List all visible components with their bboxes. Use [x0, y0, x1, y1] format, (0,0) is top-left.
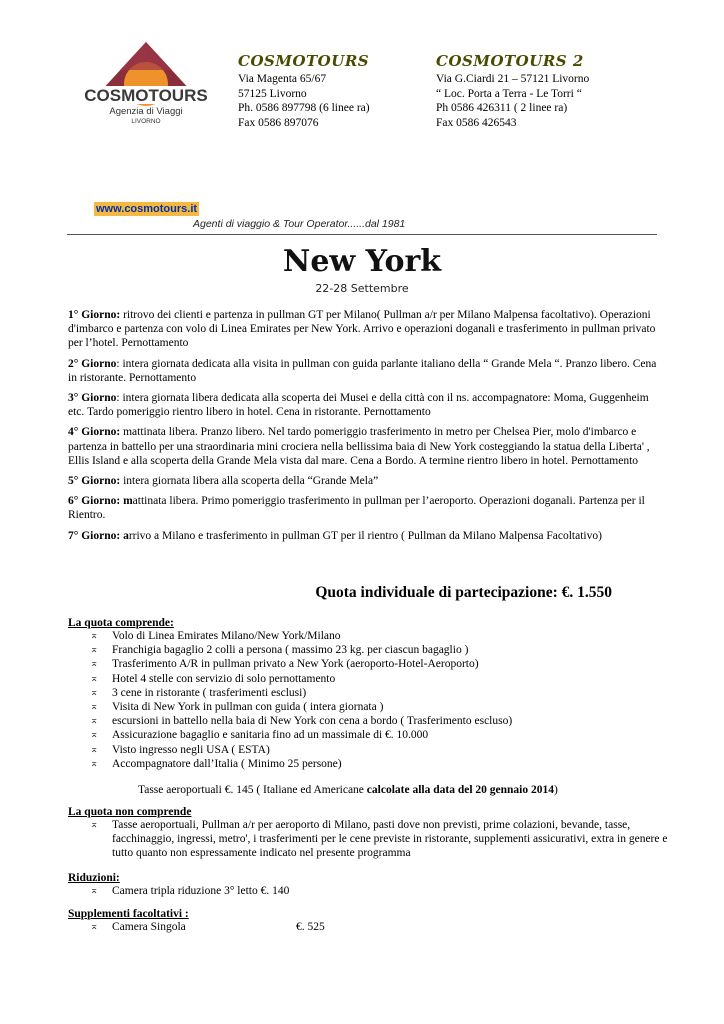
logo-graphic [72, 40, 220, 126]
office-location: “ Loc. Porta a Terra - Le Torri “ [436, 87, 582, 100]
list-item [68, 657, 668, 671]
office-phone: Ph. 0586 897798 (6 linee ra) [238, 102, 370, 114]
reductions-title: Riduzioni: [68, 872, 120, 884]
list-item-text: Assicurazione bagaglio e sanitaria fino ad un massimale di €. 10.000 [112, 729, 429, 742]
office-title: COSMOTOURS [238, 52, 370, 70]
day-3 [68, 391, 658, 419]
day-5 [68, 474, 658, 488]
day-label: 2° Giorno [68, 357, 117, 370]
day-text: : intera giornata libera dedicata alla scoperta dei Musei e della città con il ns. accompagnatore: Moma, Guggenheim etc. Tardo pomeriggio rientro libero in hotel. Cena in ristorante. Pernottamento [68, 392, 649, 419]
supplement-label: Camera Singola [112, 921, 186, 933]
day-7 [68, 529, 658, 543]
day-text: rrivo a Milano e trasferimento in pullman GT per il rientro ( Pullman da Milano Malpensa Facoltativo) [128, 529, 602, 542]
list-item-text: 3 cene in ristorante ( trasferimenti esclusi) [112, 686, 307, 699]
company-logo [72, 40, 220, 126]
reductions-section [68, 872, 668, 898]
office-address: Via Magenta 65/67 [238, 73, 327, 85]
list-item [68, 629, 668, 643]
tax-note [138, 784, 558, 796]
list-item-text: Visto ingresso negli USA ( ESTA) [112, 743, 270, 756]
office-address: Via G.Ciardi 21 – 57121 Livorno [436, 73, 590, 85]
office-postcode: 57125 Livorno [238, 87, 307, 100]
list-item-text: Hotel 4 stelle con servizio di solo pernottamento [112, 672, 336, 685]
arrow-bullet-icon: ⌅ [90, 743, 99, 755]
tax-note-date: calcolate alla data del 20 gennaio 2014 [366, 784, 554, 796]
day-text: ritrovo dei clienti e partenza in pullman GT per Milano( Pullman a/r per Milano Malpensa facoltativo). Operazioni d'imbarco e partenza con volo di Linea Emirates per New York. Arrivo e operazioni doganali e trasferimento in pullman privato per l’hotel. Pernottamento [68, 309, 656, 350]
day-text: intera giornata libera alla scoperta della “Grande Mela” [120, 475, 379, 488]
day-label: 4° Giorno: [68, 426, 121, 439]
arrow-bullet-icon: ⌅ [90, 921, 99, 932]
list-item-text: Trasferimento A/R in pullman privato a New York (aeroporto-Hotel-Aeroporto) [112, 658, 479, 671]
day-1 [68, 308, 658, 351]
arrow-bullet-icon: ⌅ [90, 658, 99, 670]
day-label: 1° Giorno: [68, 309, 121, 321]
website-link[interactable]: www.cosmotours.it [96, 203, 198, 215]
arrow-bullet-icon: ⌅ [90, 701, 99, 713]
list-item [68, 728, 668, 742]
included-section [68, 617, 668, 771]
logo-brand: COSMOTOURS [84, 86, 208, 105]
arrow-bullet-icon: ⌅ [90, 819, 99, 830]
list-item [68, 643, 668, 657]
arrow-bullet-icon: ⌅ [90, 686, 99, 698]
list-item-text: Franchigia bagaglio 2 colli a persona ( massimo 23 kg. per ciascun bagaglio ) [112, 644, 469, 657]
office-fax: Fax 0586 426543 [436, 116, 517, 129]
day-6 [68, 494, 658, 522]
list-item-text: Tasse aeroportuali, Pullman a/r per aeroporto di Milano, pasti dove non previsti, prime colazioni, bevande, tasse, facchinaggio, ingressi, metro', i trasferimenti per le cene previste in ristorante, supplementi assicurativi, extra in genere e tutto quanto non espressamente indicato nel presente programma [112, 819, 668, 860]
arrow-bullet-icon: ⌅ [90, 715, 99, 727]
day-label: 3° Giorno [68, 392, 117, 405]
list-item [68, 700, 668, 714]
office-block-2 [436, 52, 636, 130]
list-item-text: Volo di Linea Emirates Milano/New York/Milano [112, 630, 341, 642]
list-item-text: Visita di New York in pullman con guida ( intera giornata ) [112, 701, 384, 714]
list-item [68, 818, 668, 861]
header-divider [67, 234, 657, 235]
day-label: 6° Giorno: m [68, 495, 133, 508]
day-label: 7° Giorno: a [68, 529, 129, 542]
list-item [68, 920, 668, 934]
list-item [68, 743, 668, 757]
arrow-bullet-icon: ⌅ [90, 630, 99, 641]
list-item-text: Camera tripla riduzione 3° letto €. 140 [112, 885, 290, 897]
arrow-bullet-icon: ⌅ [90, 729, 99, 741]
arrow-bullet-icon: ⌅ [90, 672, 99, 684]
day-text: attinata libera. Primo pomeriggio trasferimento in pullman per l’aeroporto. Operazioni doganali. Partenza per il Rientro. [68, 495, 645, 522]
logo-subtitle: Agenzia di Viaggi [109, 106, 183, 117]
arrow-bullet-icon: ⌅ [90, 885, 99, 896]
tax-note-close: ) [553, 784, 558, 796]
day-text: : intera giornata dedicata alla visita in pullman con guida parlante italiano della “ Grande Mela “. Pranzo libero. Cena in ristorante. Pernottamento [68, 357, 657, 384]
office-phone: Ph 0586 426311 ( 2 linee ra) [436, 102, 568, 114]
list-item [68, 672, 668, 686]
supplements-section [68, 908, 668, 934]
trip-dates: 22-28 Settembre [315, 282, 409, 295]
office-title: COSMOTOURS 2 [436, 52, 584, 70]
included-title: La quota comprende: [68, 617, 174, 629]
tax-note-text: Tasse aeroportuali €. 145 ( Italiane ed Americane [138, 784, 367, 796]
list-item [68, 714, 668, 728]
list-item [68, 884, 668, 898]
supplement-price: €. 525 [296, 921, 325, 933]
not-included-title: La quota non comprende [68, 806, 192, 818]
supplements-title: Supplementi facoltativi : [68, 908, 189, 920]
tagline: Agenti di viaggio & Tour Operator......dal 1981 [193, 218, 406, 230]
list-item [68, 757, 668, 771]
arrow-bullet-icon: ⌅ [90, 757, 99, 769]
day-4 [68, 425, 658, 468]
list-item [68, 686, 668, 700]
logo-city: LIVORNO [131, 118, 161, 125]
day-label: 5° Giorno: [68, 475, 121, 488]
arrow-bullet-icon: ⌅ [90, 644, 99, 656]
price-line: Quota individuale di partecipazione: €. 1.550 [315, 584, 612, 601]
day-text: mattinata libera. Pranzo libero. Nel tardo pomeriggio trasferimento in metro per Chelsea Pier, molo d'imbarco e partenza in battello per una straordinaria mini crociera nella bellissima baia di New York costeggiando la statua della Liberta' , Ellis Island e alla scoperta della Grande Mela vista dal mare. Cena a Bordo. A termine rientro libero in hotel. Pernottamento [68, 426, 650, 467]
page-title: New York [282, 244, 442, 279]
not-included-section [68, 806, 668, 861]
list-item-text: Accompagnatore dall’Italia ( Minimo 25 persone) [112, 757, 342, 770]
office-block-1 [238, 52, 418, 130]
day-2 [68, 357, 658, 385]
itinerary [68, 308, 658, 549]
list-item-text: escursioni in battello nella baia di New York con cena a bordo ( Trasferimento escluso) [112, 715, 513, 728]
office-fax: Fax 0586 897076 [238, 116, 319, 129]
